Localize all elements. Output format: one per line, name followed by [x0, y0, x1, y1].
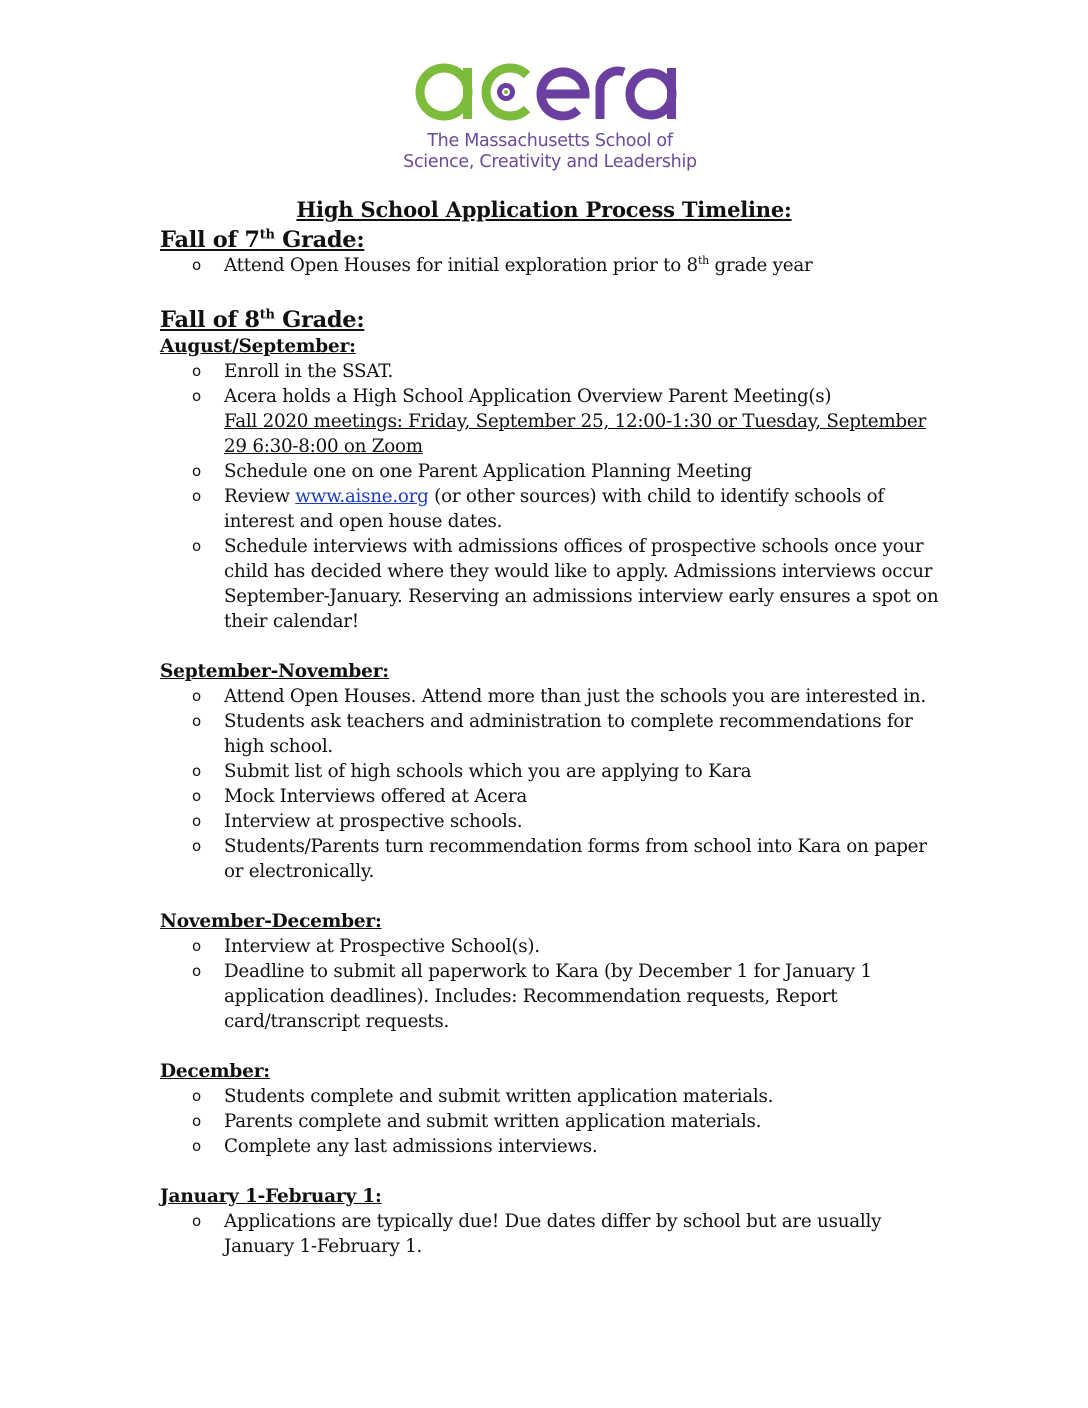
bullet-icon: o	[192, 487, 201, 505]
bullet-icon: o	[192, 687, 201, 705]
aisne-link[interactable]: www.aisne.org	[295, 486, 429, 507]
bullet-icon: o	[192, 1212, 201, 1230]
meeting-dates-note: Fall 2020 meetings: Friday, September 25, 12:00-1:30 or Tuesday, September 29 6:30-8:00 on Zoom	[224, 411, 926, 457]
logo-tagline-line1: The Massachusetts School of	[427, 131, 673, 151]
bullet-icon: o	[192, 762, 201, 780]
bullet-icon: o	[192, 362, 201, 380]
bullet-icon: o	[192, 1137, 201, 1155]
bullet-icon: o	[192, 712, 201, 730]
list-item: o Students complete and submit written application materials.	[192, 1086, 774, 1107]
list-item: o Enroll in the SSAT.	[192, 361, 394, 382]
list-item: o Mock Interviews offered at Acera	[192, 786, 527, 807]
jan-feb-list	[160, 1209, 950, 1259]
acera-logo	[400, 58, 700, 176]
list-item: o Parents complete and submit written application materials.	[192, 1111, 762, 1132]
list-item: o Attend Open Houses. Attend more than just the schools you are interested in.	[192, 686, 926, 707]
bullet-icon: o	[192, 1087, 201, 1105]
bullet-icon: o	[192, 537, 201, 555]
list-item: o Interview at Prospective School(s).	[192, 936, 540, 957]
list-item: o Complete any last admissions interviews.	[192, 1136, 598, 1157]
grade-heading-8th: Fall of 8th Grade:	[160, 307, 365, 333]
document-title: High School Application Process Timeline:	[296, 197, 792, 222]
list-item: o Review www.aisne.org (or other sources) with child to identify schools of interest and open house dates.	[192, 486, 884, 532]
list-item: o Applications are typically due! Due dates differ by school but are usually January 1-February 1.	[192, 1211, 882, 1257]
bullet-icon: o	[192, 387, 201, 405]
list-item: o Students/Parents turn recommendation forms from school into Kara on paper or electronically.	[192, 836, 927, 882]
section-nov-dec	[160, 910, 950, 1034]
bullet-icon: o	[192, 962, 201, 980]
list-item: o Deadline to submit all paperwork to Kara (by December 1 for January 1 application deadlines). Includes: Recommendation requests, Report card/transcript requests.	[192, 961, 872, 1032]
logo-tagline-line2: Science, Creativity and Leadership	[403, 152, 697, 172]
bullet-icon: o	[192, 812, 201, 830]
list-item: o Schedule interviews with admissions offices of prospective schools once your child has decided where they would like to apply. Admissions interviews occur September-January. Reserving an admissions interview early ensures a spot on their calendar!	[192, 536, 939, 632]
list-item: o Attend Open Houses for initial exploration prior to 8th grade year	[192, 253, 813, 276]
heading-december: December:	[160, 1061, 270, 1082]
section-december	[160, 1060, 950, 1159]
list-item: o Students ask teachers and administration to complete recommendations for high school.	[192, 711, 913, 757]
aug-sep-list	[160, 359, 950, 634]
section-fall-7th-grade	[160, 227, 950, 278]
bullet-icon: o	[192, 462, 201, 480]
list-item: o Schedule one on one Parent Application Planning Meeting	[192, 461, 752, 482]
bullet-icon: o	[192, 256, 201, 274]
grade7-list	[160, 253, 950, 278]
bullet-icon: o	[192, 787, 201, 805]
section-fall-8th-grade	[160, 307, 950, 634]
list-item: o Interview at prospective schools.	[192, 811, 523, 832]
heading-jan-feb: January 1-February 1:	[160, 1186, 382, 1207]
section-sep-nov	[160, 660, 950, 884]
acera-wordmark-logo	[400, 58, 700, 130]
grade-heading-7th: Fall of 7th Grade:	[160, 227, 365, 253]
heading-nov-dec: November-December:	[160, 911, 382, 932]
heading-sep-nov: September-November:	[160, 661, 389, 682]
bullet-icon: o	[192, 937, 201, 955]
list-item: o Acera holds a High School Application Overview Parent Meeting(s) Fall 2020 meetings: Friday, September 25, 12:00-1:30 or Tuesday, September 29 6:30-8:00 on Zoom	[160, 384, 950, 459]
sep-nov-list	[160, 684, 950, 884]
bullet-icon: o	[192, 837, 201, 855]
list-item: o Submit list of high schools which you are applying to Kara	[192, 761, 752, 782]
section-jan-feb	[160, 1185, 950, 1259]
heading-aug-sep: August/September:	[160, 336, 356, 357]
bullet-icon: o	[192, 1112, 201, 1130]
nov-dec-list	[160, 934, 950, 1034]
december-list	[160, 1084, 950, 1159]
